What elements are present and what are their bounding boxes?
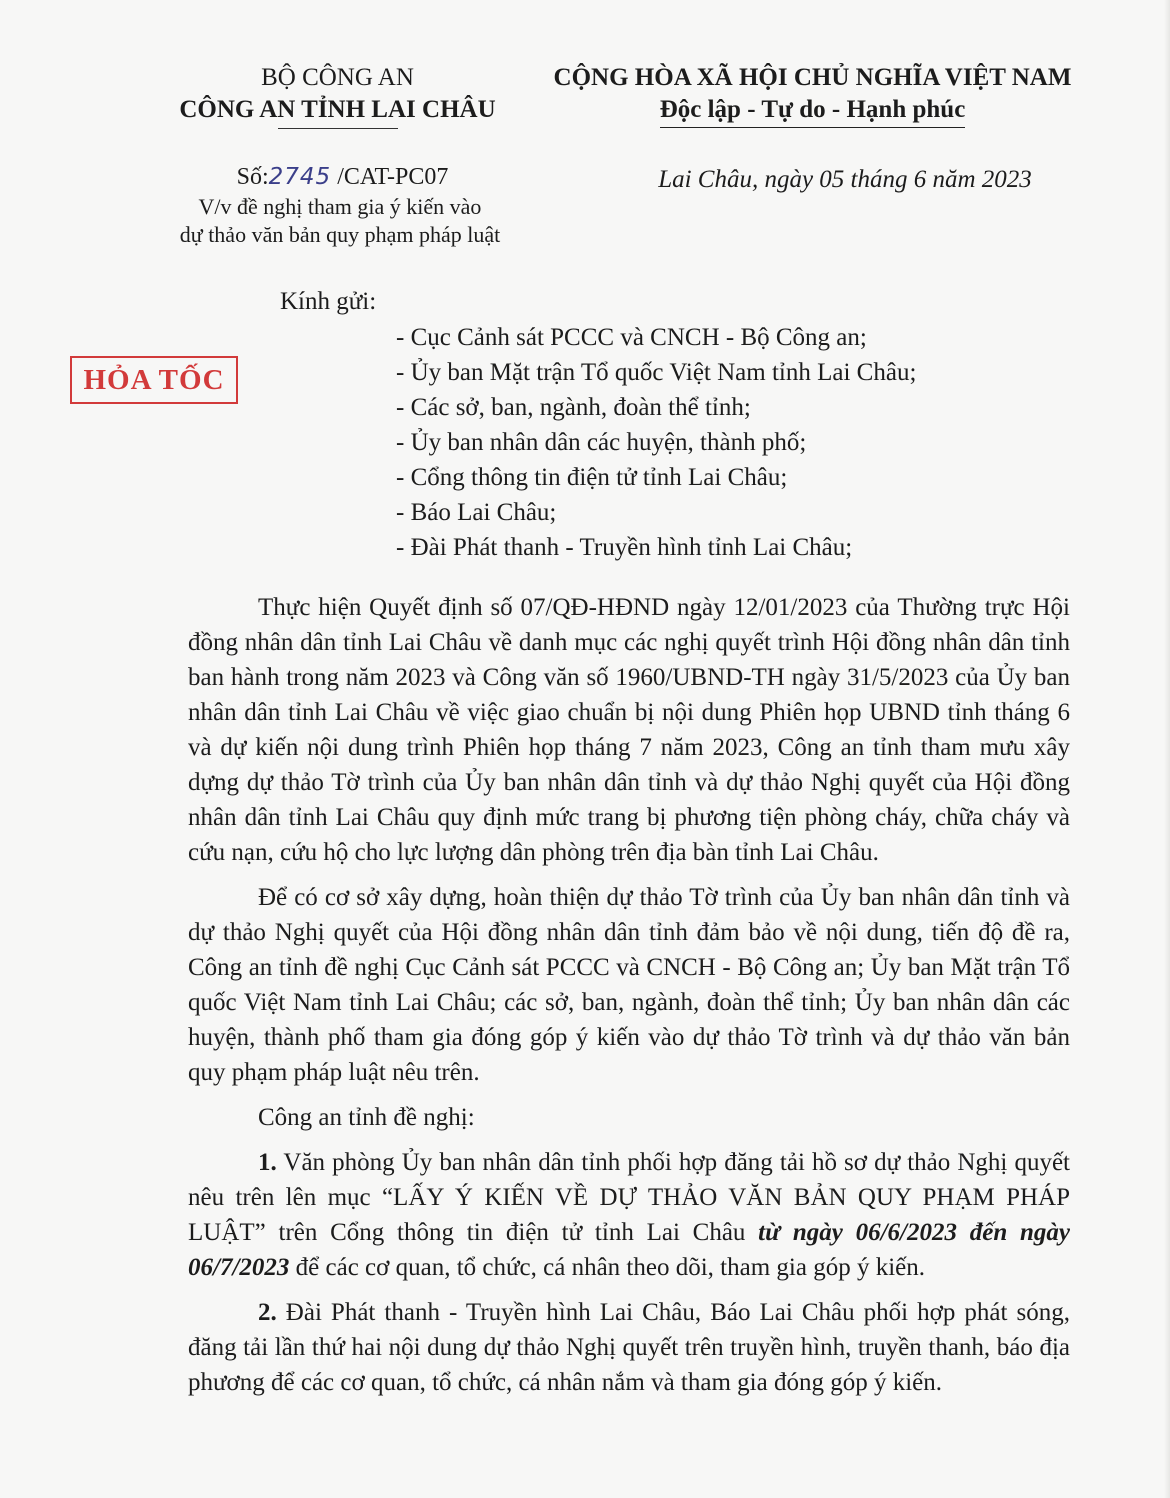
item-1-number: 1.	[258, 1149, 277, 1176]
item-2-text: Đài Phát thanh - Truyền hình Lai Châu, Báo Lai Châu phối hợp phát sóng, đăng tải lần thứ hai nội dung dự thảo Nghị quyết trên truyền hình, truyền thanh, báo địa phương để các cơ quan, tổ chức, cá nhân nắm và tham gia đóng góp ý kiến.	[188, 1299, 1070, 1396]
nation-title: CỘNG HÒA XÃ HỘI CHỦ NGHĨA VIỆT NAM	[553, 64, 1072, 91]
paragraph-item-1	[188, 1145, 1070, 1285]
document-body	[188, 590, 1070, 1410]
handwritten-number: 2745	[268, 164, 332, 190]
paragraph-request: Để có cơ sở xây dựng, hoàn thiện dự thảo Tờ trình của Ủy ban nhân dân tỉnh và dự thảo Nghị quyết của Hội đồng nhân dân tỉnh đảm bảo về nội dung, tiến độ đề ra, Công an tỉnh đề nghị Cục Cảnh sát PCCC và CNCH - Bộ Công an; Ủy ban Mặt trận Tổ quốc Việt Nam tỉnh Lai Châu; các sở, ban, ngành, đoàn thể tỉnh; Ủy ban nhân dân các huyện, thành phố tham gia đóng góp ý kiến vào dự thảo Tờ trình và dự thảo văn bản quy phạm pháp luật nêu trên.	[188, 884, 1070, 1086]
subject-line-2: dự thảo văn bản quy phạm pháp luật	[179, 222, 501, 247]
subject-line-1: V/v đề nghị tham gia ý kiến vào	[198, 194, 482, 219]
recipient-item: - Đài Phát thanh - Truyền hình tỉnh Lai Châu;	[396, 534, 853, 561]
agency-name: CÔNG AN TỈNH LAI CHÂU	[179, 96, 496, 123]
paragraph-basis: Thực hiện Quyết định số 07/QĐ-HĐND ngày 12/01/2023 của Thường trực Hội đồng nhân dân tỉnh Lai Châu về danh mục các nghị quyết trình Hội đồng nhân dân tỉnh ban hành trong năm 2023 và Công văn số 1960/UBND-TH ngày 31/5/2023 của Ủy ban nhân dân tỉnh Lai Châu về việc giao chuẩn bị nội dung Phiên họp UBND tỉnh tháng 6 và dự kiến nội dung trình Phiên họp tháng 7 năm 2023, Công an tỉnh tham mưu xây dựng dự thảo Tờ trình của Ủy ban nhân dân tỉnh và dự thảo Nghị quyết của Hội đồng nhân dân tỉnh Lai Châu quy định mức trang bị phương tiện phòng cháy, chữa cháy và cứu nạn, cứu hộ cho lực lượng dân phòng trên địa bàn tỉnh Lai Châu.	[188, 594, 1070, 866]
national-motto: Độc lập - Tự do - Hạnh phúc	[660, 94, 966, 128]
salutation: Kính gửi:	[280, 288, 377, 315]
recipient-item: - Ủy ban Mặt trận Tổ quốc Việt Nam tỉnh Lai Châu;	[396, 359, 917, 386]
recipient-item: - Ủy ban nhân dân các huyện, thành phố;	[396, 429, 807, 456]
item-1-text-a: Văn phòng Ủy ban nhân dân tỉnh phối hợp đăng tải hồ sơ dự thảo Nghị quyết nêu trên lên mục “LẤY Ý KIẾN VỀ DỰ THẢO VĂN BẢN QUY PHẠM PHÁP LUẬT” trên Cổng thông tin điện tử tỉnh Lai Châu	[188, 1149, 1070, 1246]
urgent-stamp: HỎA TỐC	[70, 356, 238, 404]
paragraph-item-2	[188, 1295, 1070, 1400]
recipient-item: - Cổng thông tin điện tử tỉnh Lai Châu;	[396, 464, 788, 491]
ministry-name: BỘ CÔNG AN	[261, 64, 414, 91]
recipient-item: - Cục Cảnh sát PCCC và CNCH - Bộ Công an;	[396, 324, 867, 351]
document-subject	[155, 193, 525, 249]
doc-number-suffix: /CAT-PC07	[331, 164, 449, 190]
item-1-deadline: từ ngày 06/6/2023 đến ngày 06/7/2023	[188, 1219, 1070, 1281]
national-header	[535, 62, 1090, 128]
paragraph-proposal-intro: Công an tỉnh đề nghị:	[258, 1104, 475, 1131]
item-2-number: 2.	[258, 1299, 277, 1326]
document-number	[160, 162, 525, 192]
agency-underline	[278, 128, 398, 129]
recipient-list	[396, 320, 916, 565]
issuing-agency-header	[160, 62, 515, 129]
item-1-text-c: để các cơ quan, tổ chức, cá nhân theo dõi, tham gia góp ý kiến.	[289, 1254, 925, 1281]
recipient-item: - Báo Lai Châu;	[396, 499, 557, 526]
page-edge-shadow	[1164, 0, 1170, 1498]
doc-number-prefix: Số:	[236, 164, 269, 190]
recipient-item: - Các sở, ban, ngành, đoàn thể tỉnh;	[396, 394, 751, 421]
date-line: Lai Châu, ngày 05 tháng 6 năm 2023	[658, 166, 1032, 193]
